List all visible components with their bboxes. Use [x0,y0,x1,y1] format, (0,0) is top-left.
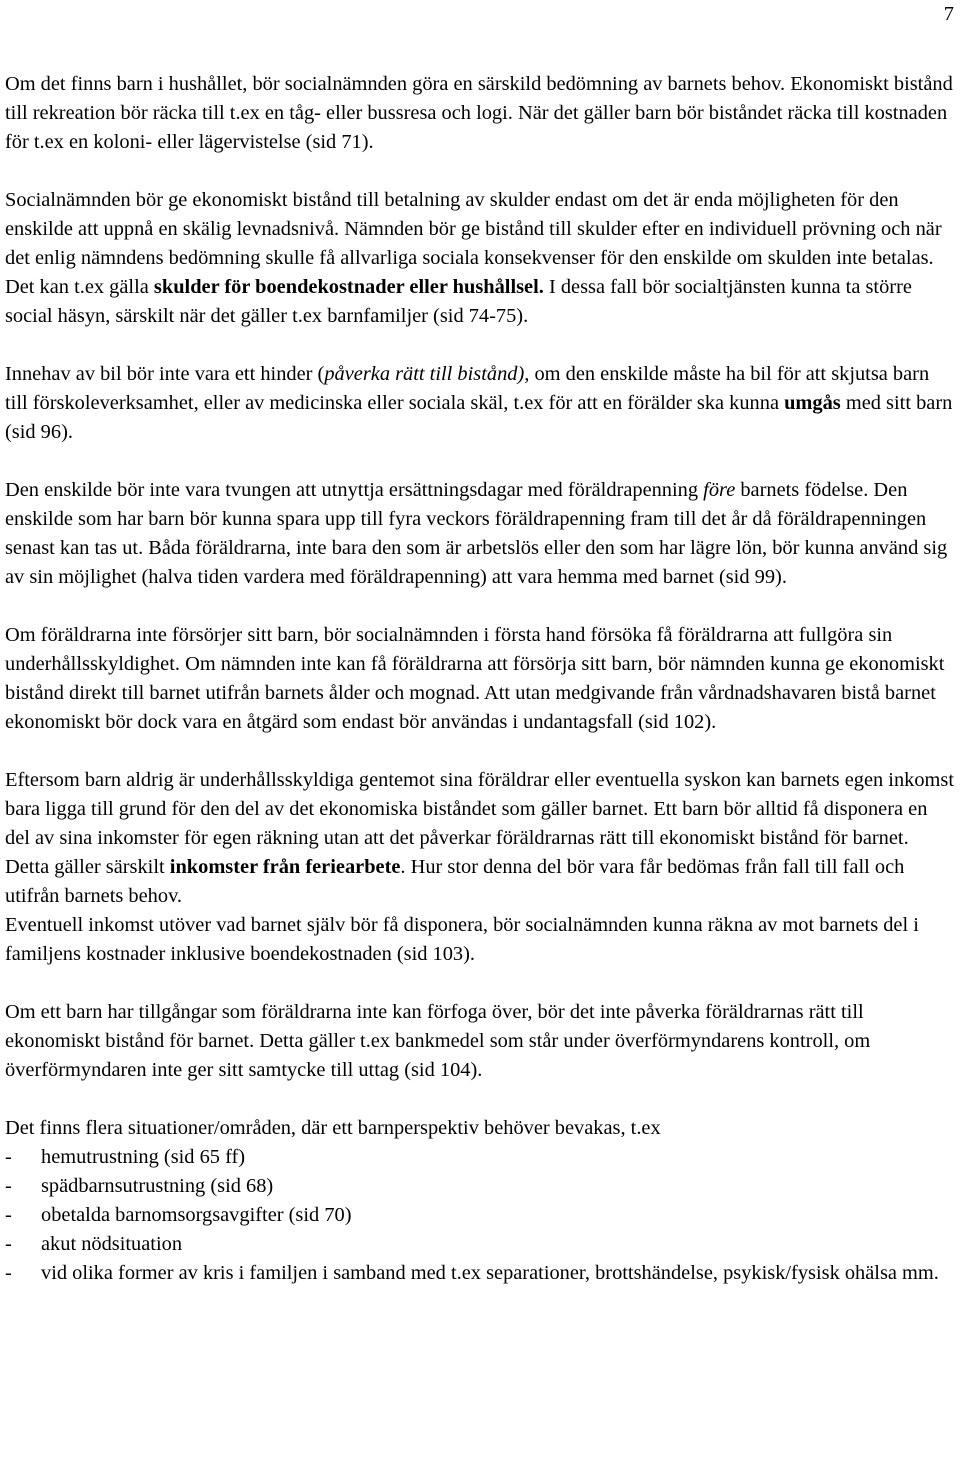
page-number: 7 [943,3,954,25]
paragraph-parental-benefit: Den enskilde bör inte vara tvungen att utnyttja ersättningsdagar med föräldrapenning före barnets födelse. Den enskilde som har barn bör kunna spara upp till fyra veckors föräldrapenning fram till det år då föräldrapenningen senast kan tas ut. Båda föräldrarna, inte bara den som är arbetslös eller den som har lägre lön, bör kunna använd sig av sin möjlighet (halva tiden vardera med föräldrapenning) att vara hemma med barnet (sid 99). [5,479,948,588]
paragraph-maintenance: Om föräldrarna inte försörjer sitt barn, bör socialnämnden i första hand försöka få föräldrarna att fullgöra sin underhållsskyldighet. Om nämnden inte kan få föräldrarna att försörja sitt barn, bör nämnden kunna ge ekonomiskt bistånd direkt till barnet utifrån barnets ålder och mognad. Att utan medgivande från vårdnadshavaren bistå barnet ekonomiskt bör dock vara en åtgärd som endast bör användas i undantagsfall (sid 102). [5,624,945,733]
emphasis-debts: skulder för boendekostnader eller hushållsel. [153,276,544,298]
paragraph-debts: Socialnämnden bör ge ekonomiskt bistånd till betalning av skulder endast om det är enda möjligheten för den enskilde att uppnå en skälig levnadsnivå. Nämnden bör ge bistånd till skulder efter en individuell prövning och när det enlig nämndens bedömning skulle få allvarliga sociala konsekvenser för den enskilde om skulden inte betalas. Det kan t.ex gälla skulder för boendekostnader eller hushållsel. I dessa fall bör socialtjänsten kunna ta större social häsyn, särskilt när det gäller t.ex barnfamiljer (sid 74-75). [5,189,942,327]
paragraph-child-income: Eftersom barn aldrig är underhållsskyldiga gentemot sina föräldrar eller eventuella syskon kan barnets egen inkomst bara ligga till grund för den del av det ekonomiska biståndet som gäller barnet. Ett barn bör alltid få disponera en del av sina inkomster för egen räkning utan att det påverkar föräldrarnas rätt till ekonomiskt bistånd för barnet. Detta gäller särskilt inkomster från feriearbete. Hur stor denna del bör vara får bedömas från fall till fall och utifrån barnets behov. [5,769,955,907]
list-item: - spädbarnsutrustning (sid 68) [5,1172,955,1201]
dash-bullet: - [5,1204,12,1226]
situations-list [5,1143,955,1288]
dash-bullet: - [5,1262,12,1284]
list-item: - obetalda barnomsorgsavgifter (sid 70) [5,1201,955,1230]
emphasis-italic: påverka rätt till bistånd), [324,363,530,385]
dash-bullet: - [5,1175,12,1197]
emphasis-fore: före [703,479,736,501]
emphasis-summer-job: inkomster från feriearbete [169,856,401,878]
list-item: - akut nödsituation [5,1230,955,1259]
list-item: - vid olika former av kris i familjen i samband med t.ex separationer, brottshändelse, psykisk/fysisk ohälsa mm. [5,1259,955,1288]
paragraph-children-assessment: Om det finns barn i hushållet, bör socialnämnden göra en särskild bedömning av barnets behov. Ekonomiskt bistånd till rekreation bör räcka till t.ex en tåg- eller bussresa och logi. När det gäller barn bör biståndet räcka till kostnaden för t.ex en koloni- eller lägervistelse (sid 71). [5,73,953,153]
dash-bullet: - [5,1146,12,1168]
list-item: - hemutrustning (sid 65 ff) [5,1143,955,1172]
paragraph-extra-income: Eventuell inkomst utöver vad barnet själv bör få disponera, bör socialnämnden kunna räkna av mot barnets del i familjens kostnader inklusive boendekostnaden (sid 103). [5,914,919,965]
emphasis-umgas: umgås [784,392,841,414]
paragraph-child-assets: Om ett barn har tillgångar som föräldrarna inte kan förfoga över, bör det inte påverka föräldrarnas rätt till ekonomiskt bistånd för barnet. Detta gäller t.ex bankmedel som står under överförmyndarens kontroll, om överförmyndaren inte ger sitt samtycke till uttag (sid 104). [5,1001,871,1081]
document-body [5,70,955,1288]
paragraph-situations-intro: Det finns flera situationer/områden, där ett barnperspektiv behöver bevakas, t.ex [5,1117,661,1139]
dash-bullet: - [5,1233,12,1255]
paragraph-car-ownership: Innehav av bil bör inte vara ett hinder (påverka rätt till bistånd), om den enskilde måste ha bil för att skjutsa barn till förskoleverksamhet, eller av medicinska eller sociala skäl, t.ex för att en förälder ska kunna umgås med sitt barn (sid 96). [5,363,953,443]
